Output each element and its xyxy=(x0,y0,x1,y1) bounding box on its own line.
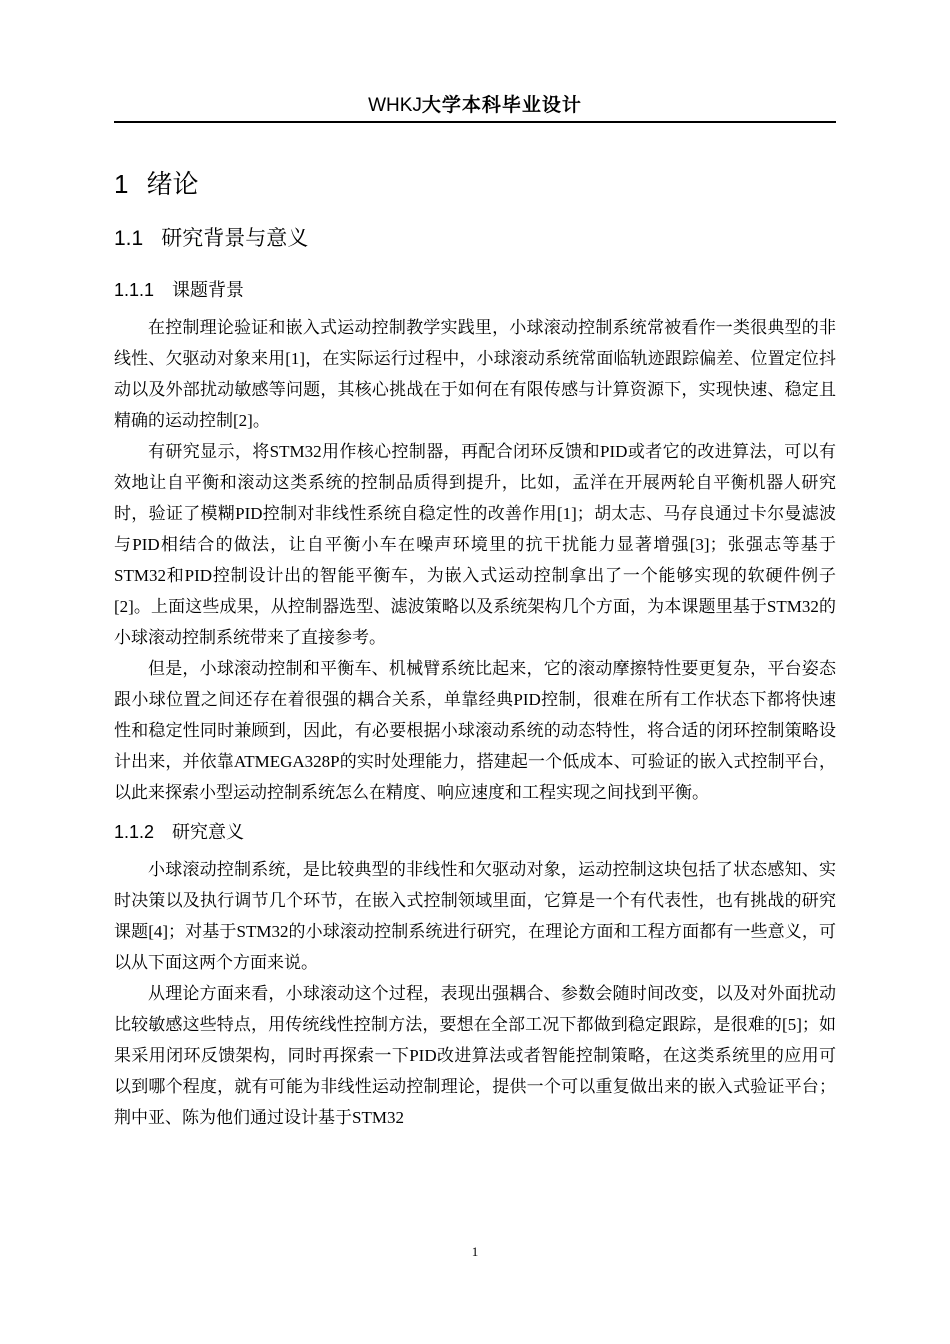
body-paragraph: 小球滚动控制系统，是比较典型的非线性和欠驱动对象，运动控制这块包括了状态感知、实时决策以及执行调节几个环节，在嵌入式控制领域里面，它算是一个有代表性，也有挑战的研究课题[4]；对基于STM32的小球滚动控制系统进行研究，在理论方面和工程方面都有一些意义，可以从下面这两个方面来说。 xyxy=(114,860,836,972)
section-title: 研究背景与意义 xyxy=(161,227,309,250)
subsection-title: 课题背景 xyxy=(172,280,245,300)
subsection-heading-background xyxy=(114,276,836,304)
body-paragraph: 在控制理论验证和嵌入式运动控制教学实践里，小球滚动控制系统常被看作一类很典型的非线性、欠驱动对象来用[1]，在实际运行过程中，小球滚动系统常面临轨迹跟踪偏差、位置定位抖动以及外部扰动敏感等问题，其核心挑战在于如何在有限传感与计算资源下，实现快速、稳定且精确的运动控制[2]。 xyxy=(114,318,836,430)
body-paragraph: 从理论方面来看，小球滚动这个过程，表现出强耦合、参数会随时间改变，以及对外面扰动比较敏感这些特点，用传统线性控制方法，要想在全部工况下都做到稳定跟踪，是很难的[5]；如果采用闭环反馈架构，同时再探索一下PID改进算法或者智能控制策略，在这类系统里的应用可以到哪个程度，就有可能为非线性运动控制理论，提供一个可以重复做出来的嵌入式验证平台；荆中亚、陈为他们通过设计基于STM32 xyxy=(114,984,836,1127)
header-prefix: WHKJ xyxy=(368,95,422,116)
page-number: 1 xyxy=(471,1244,479,1259)
subsection-number: 1.1.2 xyxy=(114,822,155,842)
subsection-number: 1.1.1 xyxy=(114,280,155,300)
main-content xyxy=(114,166,836,1133)
subsection-heading-significance xyxy=(114,818,836,846)
subsection-title: 研究意义 xyxy=(172,822,245,842)
body-paragraph: 有研究显示，将STM32用作核心控制器，再配合闭环反馈和PID或者它的改进算法，可以有效地让自平衡和滚动这类系统的控制品质得到提升，比如，孟洋在开展两轮自平衡机器人研究时，验证了模糊PID控制对非线性系统自稳定性的改善作用[1]；胡太志、马存良通过卡尔曼滤波与PID相结合的做法，让自平衡小车在噪声环境里的抗干扰能力显著增强[3]；张强志等基于STM32和PID控制设计出的智能平衡车，为嵌入式运动控制拿出了一个能够实现的软硬件例子[2]。上面这些成果，从控制器选型、滤波策略以及系统架构几个方面，为本课题里基于STM32的小球滚动控制系统带来了直接参考。 xyxy=(114,442,836,647)
running-header xyxy=(114,94,836,122)
chapter-title: 绪论 xyxy=(146,169,199,199)
section-heading xyxy=(114,224,836,254)
chapter-number: 1 xyxy=(114,169,129,199)
section-number: 1.1 xyxy=(114,227,144,250)
body-paragraph: 但是，小球滚动控制和平衡车、机械臂系统比起来，它的滚动摩擦特性要更复杂，平台姿态跟小球位置之间还存在着很强的耦合关系，单靠经典PID控制，很难在所有工作状态下都将快速性和稳定性同时兼顾到，因此，有必要根据小球滚动系统的动态特性，将合适的闭环控制策略设计出来，并依靠ATMEGA328P的实时处理能力，搭建起一个低成本、可验证的嵌入式控制平台，以此来探索小型运动控制系统怎么在精度、响应速度和工程实现之间找到平衡。 xyxy=(114,659,836,802)
header-rule xyxy=(114,121,836,123)
chapter-heading xyxy=(114,166,836,202)
header-title: 大学本科毕业设计 xyxy=(421,95,582,116)
